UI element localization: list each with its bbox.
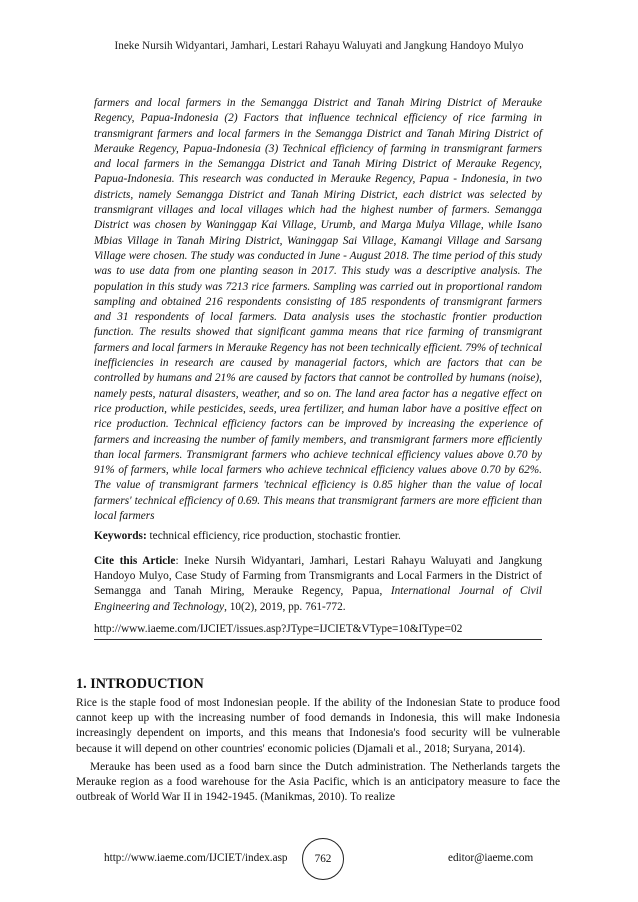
cite-body: : Ineke Nursih Widyantari, Jamhari, Lestari Rahayu Waluyati and Jangkung Handoyo Mulyo, Case Study of Farming from Transmigrants and Local Farmers in the District of Semangga and Tanah Miring, Merauke Regency, Papua, xyxy=(94,554,542,598)
page-footer xyxy=(0,836,638,876)
keywords-label: Keywords: xyxy=(94,530,147,543)
cite-label: Cite this Article xyxy=(94,554,176,567)
footer-url-link[interactable]: http://www.iaeme.com/IJCIET/index.asp xyxy=(104,852,288,864)
paragraph: Merauke has been used as a food barn since the Dutch administration. The Netherlands targets the Merauke region as a food warehouse for the Asia Pacific, which is an anticipatory measure to face the outbreak of World War II in 1942-1945. (Manikmas, 2010). To realize xyxy=(76,760,560,804)
keywords-value: technical efficiency, rice production, stochastic frontier. xyxy=(146,530,401,543)
abstract-text: farmers and local farmers in the Semangga District and Tanah Miring District of Merauke Regency, Papua-Indonesia (2) Factors that influence technical efficiency of rice farming in transmigrant farmers and local farmers in the Semangga District and Tanah Miring District of Merauke Regency, Papua-Indonesia (3) Technical efficiency of farming in transmigrant farmers and local farmers in the Semangga District and Tanah Miring District of Merauke Regency, Papua-Indonesia. This research was conducted in Merauke Regency, Papua - Indonesia, in two districts, namely Semangga District and Tanah Miring District, each district was selected by transmigrant villages and local villages which had the highest number of farmers. Semangga District was chosen by Waninggap Kai Village, Urumb, and Marga Mulya Village, while Isano Mbias Village in Tanah Miring District, Waninggap Sai Village, Kamangi Village and Sarsang Village were chosen. The study was conducted in June - August 2018. The time period of this study was to use data from one planting season in 2017. This study was a descriptive analysis. The population in this study was 7213 rice farmers. Sampling was carried out in proportional random sampling and obtained 216 respondents consisting of 185 respondents of transmigrant farmers and 31 respondents of local farmers. Data analysis uses the stochastic frontier production function. The results showed that significant gamma means that rice farming of transmigrant farmers and local farmers in Merauke Regency has not been technically efficient. 79% of technical inefficiencies in research are caused by managerial factors, which are factors that can be controlled by humans and 21% are caused by factors that cannot be controlled by humans (noise), namely pests, natural disasters, weather, and so on. The land area factor has a negative effect on rice production, while pesticides, seeds, urea fertilizer, and human labor have a positive effect on rice production. Technical efficiency factors can be improved by increasing the experience of farmers and increasing the number of family members, and transmigrant farmers more efficiently than local farmers. Transmigrant farmers who achieve technical efficiency values above 0.70 by 91% of farmers, while local farmers who achieve technical efficiency values above 0.70 by 62%. The value of transmigrant farmers 'technical efficiency is 0.85 higher than the value of local farmers' technical efficiency of 0.69. This means that transmigrant farmers are more efficient than local farmers xyxy=(94,97,542,523)
cite-journal: International Journal of Civil Engineering and Technology xyxy=(94,585,542,613)
cite-this-article xyxy=(94,554,542,616)
page-number: 762 xyxy=(302,838,344,880)
abstract-block xyxy=(94,96,542,640)
introduction-section xyxy=(76,675,560,805)
running-header: Ineke Nursih Widyantari, Jamhari, Lestari Rahayu Waluyati and Jangkung Handoyo Mulyo xyxy=(114,40,524,52)
paragraph: Rice is the staple food of most Indonesian people. If the ability of the Indonesian State to produce food cannot keep up with the increasing number of food demands in Indonesia, this will make Indonesia increasingly dependent on imports, and this means that Indonesia's food security will be vulnerable because it will depend on other countries' economic policies (Djamali et al., 2018; Suryana, 2014). xyxy=(76,697,560,755)
section-title: 1. INTRODUCTION xyxy=(76,676,204,692)
keywords xyxy=(94,529,542,544)
footer-email-link[interactable]: editor@iaeme.com xyxy=(448,852,534,864)
cite-url-link[interactable]: http://www.iaeme.com/IJCIET/issues.asp?JType=IJCIET&VType=10&IType=02 xyxy=(94,622,542,640)
cite-tail: , 10(2), 2019, pp. 761-772. xyxy=(224,600,346,613)
